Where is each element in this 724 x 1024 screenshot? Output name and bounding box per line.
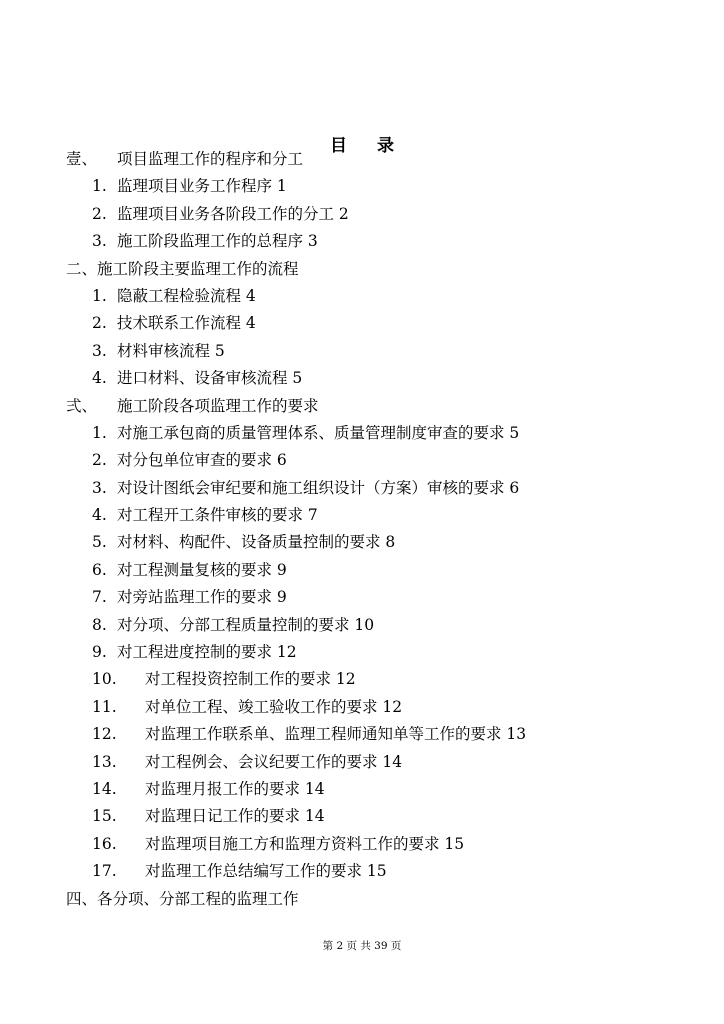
toc-entry[interactable]	[0, 858, 724, 885]
toc-entry-number: 10.	[92, 670, 117, 689]
toc-entry-number: 2.	[92, 204, 107, 223]
toc-entry-text: 对监理项目施工方和监理方资料工作的要求 15	[145, 834, 465, 853]
toc-entry-text: 技术联系工作流程 4	[117, 314, 256, 333]
table-of-contents	[0, 146, 724, 913]
toc-entry-number: 12.	[92, 725, 117, 744]
toc-entry-text: 施工阶段各项监理工作的要求	[117, 396, 319, 415]
toc-entry[interactable]	[0, 694, 724, 721]
toc-entry-text: 四、各分项、分部工程的监理工作	[66, 889, 299, 908]
page-title-part2: 录	[377, 136, 394, 156]
toc-entry-text: 对监理日记工作的要求 14	[145, 807, 325, 826]
toc-entry[interactable]	[0, 447, 724, 474]
toc-entry-number: 2.	[92, 451, 107, 470]
toc-entry-number: 11.	[92, 697, 117, 716]
toc-entry[interactable]	[0, 776, 724, 803]
toc-section-entry[interactable]	[0, 886, 724, 913]
toc-entry-number: 1.	[92, 423, 107, 442]
toc-entry-number: 3.	[92, 232, 107, 251]
toc-section-entry[interactable]	[0, 146, 724, 173]
toc-entry[interactable]	[0, 365, 724, 392]
toc-entry-text: 隐蔽工程检验流程 4	[117, 286, 256, 305]
toc-entry-number: 6.	[92, 560, 107, 579]
toc-entry[interactable]	[0, 283, 724, 310]
toc-entry-number: 4.	[92, 369, 107, 388]
toc-entry-number: 15.	[92, 807, 117, 826]
toc-entry-text: 进口材料、设备审核流程 5	[117, 369, 303, 388]
toc-entry[interactable]	[0, 666, 724, 693]
toc-entry-number: 17.	[92, 862, 117, 881]
toc-entry-text: 对分包单位审查的要求 6	[117, 451, 287, 470]
toc-entry[interactable]	[0, 475, 724, 502]
toc-entry[interactable]	[0, 310, 724, 337]
toc-entry[interactable]	[0, 173, 724, 200]
toc-entry-number: 1.	[92, 177, 107, 196]
toc-entry-text: 材料审核流程 5	[117, 341, 225, 360]
toc-entry-number: 9.	[92, 643, 107, 662]
toc-entry-text: 对设计图纸会审纪要和施工组织设计（方案）审核的要求 6	[117, 478, 520, 497]
toc-entry[interactable]	[0, 612, 724, 639]
toc-entry-text: 监理项目业务工作程序 1	[117, 177, 287, 196]
toc-entry[interactable]	[0, 228, 724, 255]
toc-section-entry[interactable]	[0, 256, 724, 283]
toc-entry-number: 3.	[92, 478, 107, 497]
toc-entry[interactable]	[0, 803, 724, 830]
toc-entry-text: 对工程开工条件审核的要求 7	[117, 506, 318, 525]
toc-entry-number: 14.	[92, 779, 117, 798]
toc-entry[interactable]	[0, 721, 724, 748]
toc-entry[interactable]	[0, 529, 724, 556]
toc-entry-text: 对工程例会、会议纪要工作的要求 14	[145, 752, 403, 771]
toc-entry-text: 对材料、构配件、设备质量控制的要求 8	[117, 533, 396, 552]
page-title-part1: 目	[330, 136, 347, 156]
toc-entry-number: 7.	[92, 588, 107, 607]
toc-entry-text: 对监理月报工作的要求 14	[145, 779, 325, 798]
toc-entry[interactable]	[0, 639, 724, 666]
toc-entry-text: 对工程进度控制的要求 12	[117, 643, 297, 662]
toc-entry-number: 5.	[92, 533, 107, 552]
toc-entry[interactable]	[0, 584, 724, 611]
toc-entry[interactable]	[0, 557, 724, 584]
toc-entry-text: 对旁站监理工作的要求 9	[117, 588, 287, 607]
toc-entry[interactable]	[0, 338, 724, 365]
toc-entry-text: 二、施工阶段主要监理工作的流程	[66, 259, 299, 278]
toc-entry-text: 对工程测量复核的要求 9	[117, 560, 287, 579]
toc-entry-number: 1.	[92, 286, 107, 305]
toc-entry-number: 3.	[92, 341, 107, 360]
toc-entry-text: 对工程投资控制工作的要求 12	[145, 670, 356, 689]
toc-entry-number: 13.	[92, 752, 117, 771]
toc-entry-text: 对监理工作总结编写工作的要求 15	[145, 862, 387, 881]
toc-entry-text: 对单位工程、竣工验收工作的要求 12	[145, 697, 403, 716]
toc-entry-number: 4.	[92, 506, 107, 525]
page-footer: 第 2 页 共 39 页	[322, 940, 402, 952]
toc-entry-text: 对监理工作联系单、监理工程师通知单等工作的要求 13	[145, 725, 527, 744]
toc-entry-text: 项目监理工作的程序和分工	[117, 150, 304, 168]
toc-entry[interactable]	[0, 201, 724, 228]
toc-entry[interactable]	[0, 749, 724, 776]
toc-entry[interactable]	[0, 420, 724, 447]
toc-entry-text: 对分项、分部工程质量控制的要求 10	[117, 615, 375, 634]
toc-entry-text: 对施工承包商的质量管理体系、质量管理制度审查的要求 5	[117, 423, 520, 442]
toc-entry[interactable]	[0, 502, 724, 529]
toc-entry-number: 8.	[92, 615, 107, 634]
toc-section-entry[interactable]	[0, 393, 724, 420]
toc-entry-number: 弍、	[66, 396, 98, 415]
toc-entry-number: 壹、	[66, 150, 98, 168]
toc-entry[interactable]	[0, 831, 724, 858]
toc-entry-text: 监理项目业务各阶段工作的分工 2	[117, 204, 349, 223]
toc-entry-number: 16.	[92, 834, 117, 853]
toc-entry-number: 2.	[92, 314, 107, 333]
toc-entry-text: 施工阶段监理工作的总程序 3	[117, 232, 318, 251]
